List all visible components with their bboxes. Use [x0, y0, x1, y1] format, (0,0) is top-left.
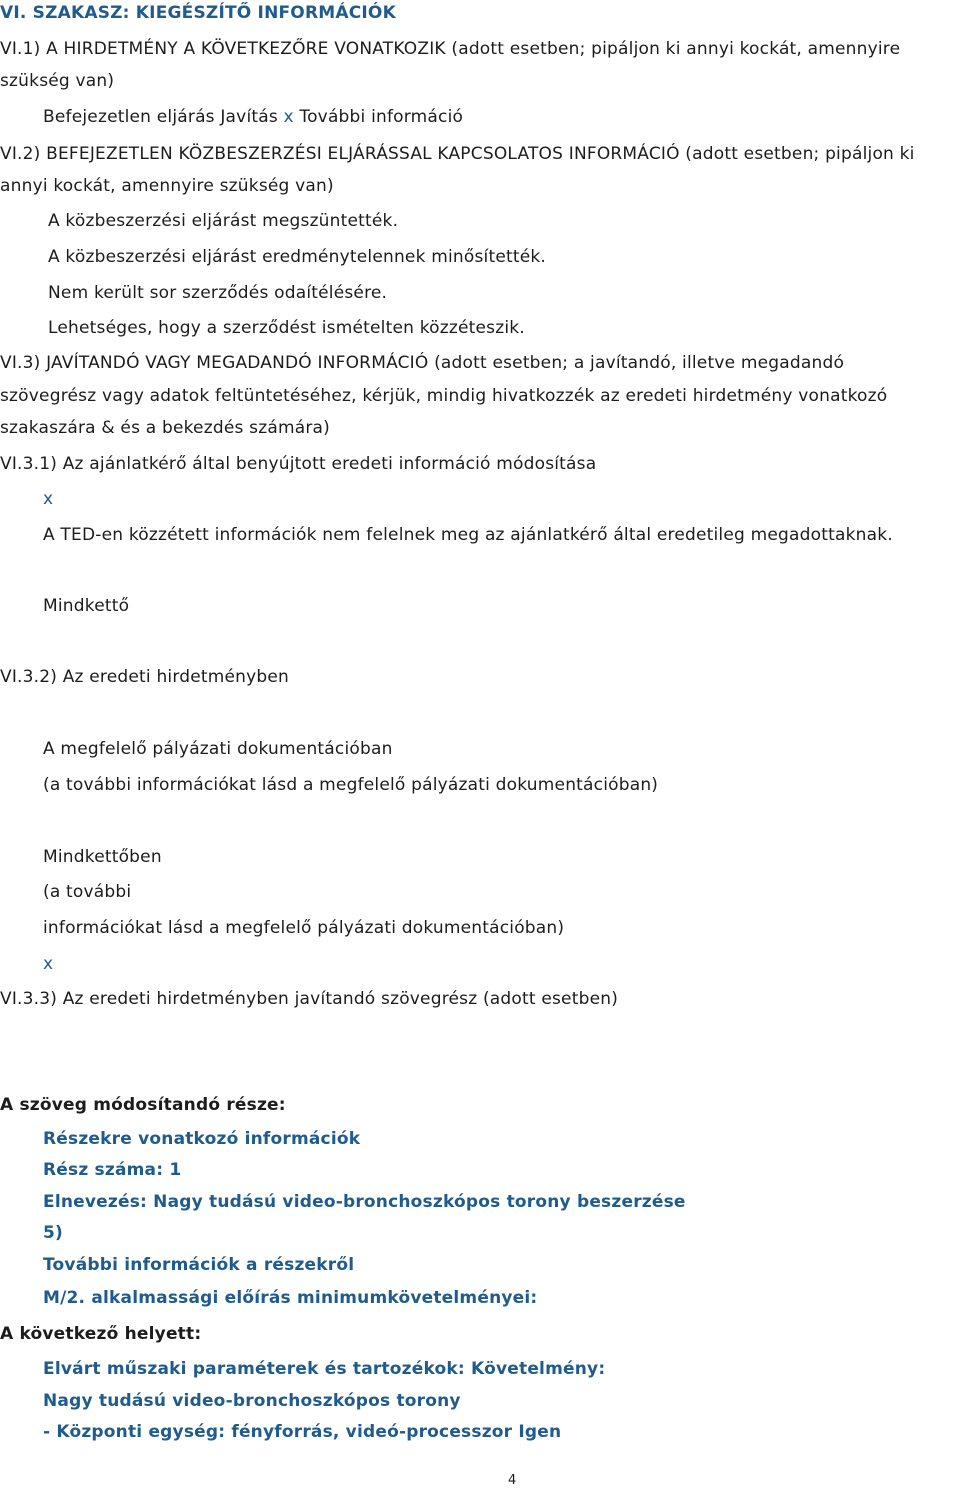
modify-line: Elnevezés: Nagy tudású video-bronchoszkópos torony beszerzése: [43, 1192, 686, 1212]
vi1-options: [43, 106, 463, 128]
instead-line: Elvárt műszaki paraméterek és tartozékok: Követelmény:: [43, 1359, 606, 1379]
modify-line: M/2. alkalmassági előírás minimumkövetelményei:: [43, 1288, 538, 1308]
vi32-option-both-line1: Mindkettőben: [43, 847, 162, 867]
instead-line: Nagy tudású video-bronchoszkópos torony: [43, 1391, 461, 1411]
page-number: 4: [508, 1473, 517, 1488]
vi32-option-doc-line1: A megfelelő pályázati dokumentációban: [43, 739, 393, 759]
vi32-title: VI.3.2) Az eredeti hirdetményben: [0, 667, 290, 687]
vi31-title: VI.3.1) Az ajánlatkérő által benyújtott eredeti információ módosítása: [0, 454, 597, 474]
vi1-options-text: Befejezetlen eljárás Javítás: [43, 107, 284, 127]
vi3-heading-line3: szakaszára & és a bekezdés számára): [0, 418, 330, 438]
vi2-heading-line1: VI.2) BEFEJEZETLEN KÖZBESZERZÉSI ELJÁRÁSSAL KAPCSOLATOS INFORMÁCIÓ (adott esetben; pipáljon ki: [0, 144, 915, 164]
vi33-title: VI.3.3) Az eredeti hirdetményben javítandó szövegrész (adott esetben): [0, 989, 619, 1009]
vi3-heading-line2: szövegrész vagy adatok feltüntetéséhez, kérjük, mindig hivatkozzék az eredeti hirdetmény vonatkozó: [0, 386, 888, 406]
instead-line: - Központi egység: fényforrás, videó-processzor Igen: [43, 1422, 562, 1442]
vi32-option-doc-line2: (a további információkat lásd a megfelelő pályázati dokumentációban): [43, 775, 659, 795]
vi31-option-ted: A TED-en közzétett információk nem felelnek meg az ajánlatkérő által eredetileg megadottaknak.: [43, 525, 893, 545]
modify-line: 5): [43, 1223, 63, 1243]
vi3-heading-line1: VI.3) JAVÍTANDÓ VAGY MEGADANDÓ INFORMÁCIÓ (adott esetben; a javítandó, illetve megadandó: [0, 353, 845, 373]
modify-line: További információk a részekről: [43, 1255, 355, 1275]
vi1-heading-line1: VI.1) A HIRDETMÉNY A KÖVETKEZŐRE VONATKOZIK (adott esetben; pipáljon ki annyi kockát, amennyire: [0, 39, 901, 59]
vi32-option-both-line3: információkat lásd a megfelelő pályázati dokumentációban): [43, 918, 565, 938]
section-title: VI. SZAKASZ: KIEGÉSZÍTŐ INFORMÁCIÓK: [0, 3, 396, 23]
vi2-item: Nem került sor szerződés odaítélésére.: [48, 283, 388, 303]
vi31-option-both: Mindkettő: [43, 596, 130, 616]
modify-line: Részekre vonatkozó információk: [43, 1129, 361, 1149]
vi2-item: A közbeszerzési eljárást eredménytelennek minősítették.: [48, 247, 547, 267]
modify-label: A szöveg módosítandó része:: [0, 1095, 286, 1115]
vi1-heading-line2: szükség van): [0, 71, 115, 91]
check-mark-x: x: [43, 489, 54, 509]
modify-line: Rész száma: 1: [43, 1160, 182, 1180]
vi1-options-text-after: További információ: [293, 107, 464, 127]
vi2-item: Lehetséges, hogy a szerződést ismételten közzéteszik.: [48, 318, 525, 338]
instead-label: A következő helyett:: [0, 1324, 202, 1344]
vi2-heading-line2: annyi kockát, amennyire szükség van): [0, 176, 334, 196]
vi2-item: A közbeszerzési eljárást megszüntették.: [48, 211, 399, 231]
check-mark-x: x: [283, 107, 294, 127]
vi32-option-both-line2: (a további: [43, 882, 132, 902]
check-mark-x: x: [43, 954, 54, 974]
